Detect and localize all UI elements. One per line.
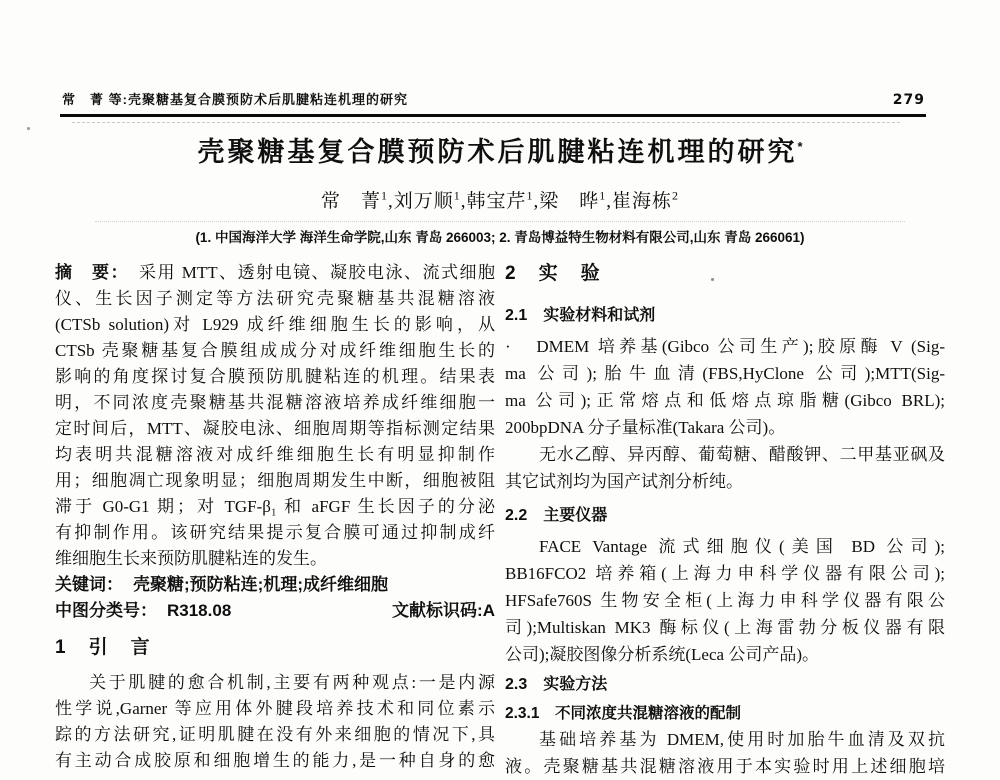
subsection-heading-materials: 2.1 实验材料和试剂 <box>505 304 945 328</box>
body-line: 公司);凝胶图像分析系统(Leca 公司产品)。 <box>505 641 945 668</box>
intro-line: 性学说,Garner 等应用体外腱段培养技术和同位素示 <box>55 696 495 722</box>
abstract-line: 有抑制作用。该研究结果提示复合膜可通过抑制成纤 <box>55 520 495 546</box>
keywords-label: 关键词： <box>55 575 123 594</box>
abstract-line: 影响的角度探讨复合膜预防肌腱粘连的机理。结果表 <box>55 364 495 390</box>
author-affiliation-superscript: 1 <box>599 189 606 203</box>
keywords-line <box>55 572 495 598</box>
body-line: 基础培养基为 DMEM,使用时加胎牛血清及双抗 <box>505 726 945 753</box>
author-name: 刘万顺 <box>394 191 454 212</box>
subsection-heading-instruments: 2.2 主要仪器 <box>505 504 945 528</box>
author <box>321 191 394 212</box>
body-line: ma 公司);正常熔点和低熔点琼脂糖(Gibco BRL); <box>505 387 945 414</box>
author <box>394 191 467 212</box>
doc-code-group <box>392 598 495 624</box>
author-separator: , <box>461 191 467 212</box>
classification-line <box>55 598 495 624</box>
clc-label: 中图分类号： <box>55 601 157 620</box>
author-separator: , <box>534 191 540 212</box>
body-line: BB16FCO2 培养箱(上海力申科学仪器有限公司); <box>505 560 945 587</box>
body-line: 司);Multiskan MK3 酶标仪(上海雷勃分板仪器有限 <box>505 614 945 641</box>
keywords-text: 壳聚糖;预防粘连;机理;成纤维细胞 <box>133 575 388 594</box>
subsection-heading-methods: 2.3 实验方法 <box>505 673 945 697</box>
body-line: 无水乙醇、异丙醇、葡萄糖、醋酸钾、二甲基亚砜及 <box>505 441 945 468</box>
body-line: 液。壳聚糖基共混糖溶液用于本实验时用上述细胞培 <box>505 753 945 780</box>
affiliation: (1. 中国海洋大学 海洋生命学院,山东 青岛 266003; 2. 青岛博益特生物材料有限公司,山东 青岛 266061) <box>0 229 1000 247</box>
intro-line: 关于肌腱的愈合机制,主要有两种观点:一是内源 <box>55 670 495 696</box>
body-line: FACE Vantage 流式细胞仪(美国 BD 公司); <box>505 533 945 560</box>
abstract-line: 均表明共混糖溶液对成纤维细胞生长有明显抑制作 <box>55 442 495 468</box>
scan-artifact-dash <box>72 122 900 123</box>
page-number: 279 <box>893 91 925 109</box>
author-separator: , <box>606 191 612 212</box>
intro-line: 踪的方法研究,证明肌腱在没有外来细胞的情况下,具 <box>55 722 495 748</box>
abstract-line: 维细胞生长来预防肌腱粘连的发生。 <box>55 546 495 572</box>
subsubsection-heading-solutions: 2.3.1 不同浓度共混糖溶液的配制 <box>505 702 945 726</box>
intro-line-clipped: 有主动合成胶原和细胞增生的能力,是一种自身的愈 <box>55 748 495 774</box>
author <box>539 191 612 212</box>
author-name: 常 菁 <box>321 191 381 212</box>
header-rule <box>60 114 926 117</box>
author-affiliation-superscript: 1 <box>454 189 461 203</box>
author-name: 崔海栋 <box>612 191 672 212</box>
author <box>612 191 679 212</box>
abstract-label: 摘 要： <box>55 263 129 282</box>
paper-title-text: 壳聚糖基复合膜预防术后肌腱粘连机理的研究 <box>197 137 797 167</box>
doc-code-value: A <box>483 601 495 620</box>
abstract-line: 用；细胞凋亡现象明显；细胞周期发生中断，细胞被阻 <box>55 468 495 494</box>
running-header-title: 常 菁 等:壳聚糖基复合膜预防术后肌腱粘连机理的研究 <box>62 91 408 109</box>
right-column <box>505 260 945 780</box>
abstract-line: 滞于 G0-G1 期；对 TGF-β₁ 和 aFGF 生长因子的分泌 <box>55 494 495 520</box>
author-affiliation-superscript: 2 <box>672 189 679 203</box>
body-line: · DMEM 培养基(Gibco 公司生产);胶原酶 V (Sig- <box>505 333 945 360</box>
body-line: ma 公司);胎牛血清(FBS,HyClone 公司);MTT(Sig- <box>505 360 945 387</box>
doc-code-label: 文献标识码: <box>392 601 483 620</box>
running-header <box>62 91 925 109</box>
author <box>466 191 539 212</box>
author-affiliation-superscript: 1 <box>527 189 534 203</box>
body-line: 其它试剂均为国产试剂分析纯。 <box>505 468 945 495</box>
author-name: 梁 晔 <box>539 191 599 212</box>
authors-line <box>0 186 1000 213</box>
title-footnote-marker: * <box>797 139 802 154</box>
clc-value: R318.08 <box>167 601 231 620</box>
abstract-line: 定时间后，MTT、凝胶电泳、细胞周期等指标测定结果 <box>55 416 495 442</box>
section-heading-experiment: 2 实 验 <box>505 261 945 287</box>
abstract-line <box>55 260 495 286</box>
author-separator: , <box>388 191 394 212</box>
scan-artifact-dots <box>95 221 905 222</box>
body-line: HFSafe760S 生物安全柜(上海力申科学仪器有限公 <box>505 587 945 614</box>
section-heading-introduction: 1 引 言 <box>55 635 495 661</box>
abstract-line: 明，不同浓度壳聚糖基共混糖溶液培养成纤维细胞一 <box>55 390 495 416</box>
abstract-line: 仪、生长因子测定等方法研究壳聚糖基共混糖溶液 <box>55 286 495 312</box>
clc-group <box>55 598 231 624</box>
abstract-line: (CTSb solution)对 L929 成纤维细胞生长的影响，从 <box>55 312 495 338</box>
body-line: 200bpDNA 分子量标准(Takara 公司)。 <box>505 414 945 441</box>
author-affiliation-superscript: 1 <box>381 189 388 203</box>
paper-title <box>0 130 1000 169</box>
left-column <box>55 260 495 774</box>
author-name: 韩宝芹 <box>466 191 526 212</box>
abstract-line: CTSb 壳聚糖基复合膜组成成分对成纤维细胞生长的 <box>55 338 495 364</box>
abstract-text: 采用 MTT、透射电镜、凝胶电泳、流式细胞 <box>139 263 495 282</box>
